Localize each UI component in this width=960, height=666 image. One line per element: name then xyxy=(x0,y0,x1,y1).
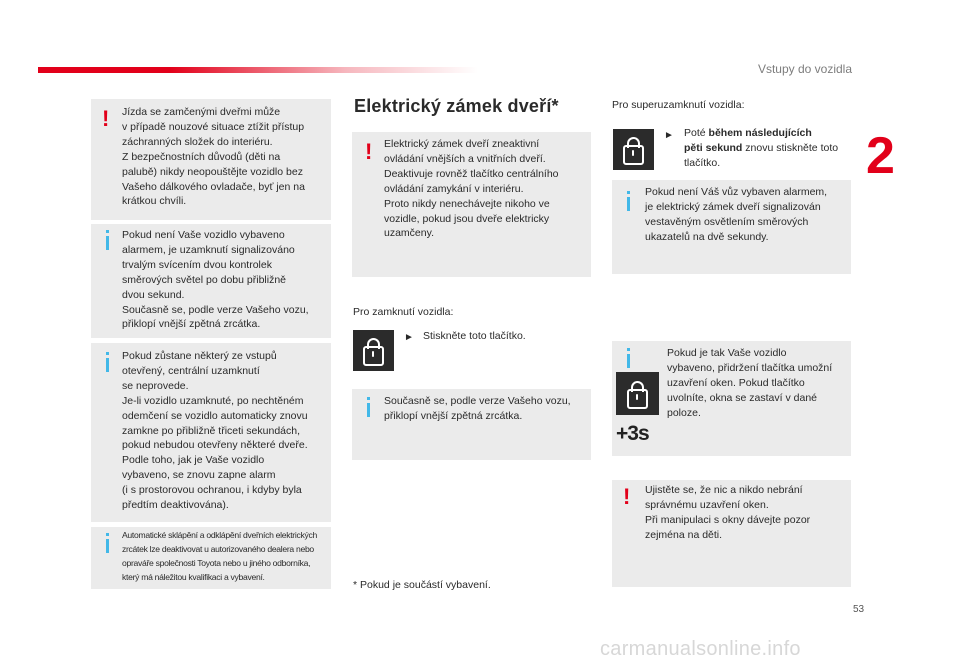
info-icon xyxy=(367,403,370,417)
lock-heading: Pro zamknutí vozidla: xyxy=(353,306,454,318)
middle-warning-text: Elektrický zámek dveří zneaktivní ovládání vnějších a vnitřních dveří. Deaktivuje rovněž tlačítko centrálního ovládání zamykání v interiéru. Proto nikdy nenechávejte nikoho ve vozidle, pokud jsou dveře elektricky uzamčeny. xyxy=(384,138,559,240)
lock-button-image xyxy=(353,330,394,371)
right-warning-box xyxy=(612,480,851,587)
warning-icon: ! xyxy=(623,484,631,509)
hold-three-seconds-label: +3s xyxy=(616,422,649,445)
left-info-box-1 xyxy=(91,224,331,338)
info-icon xyxy=(106,539,109,553)
middle-info-text: Současně se, podle verze Vašeho vozu, přiklopí vnější zpětná zrcátka. xyxy=(384,395,571,422)
left-warning-text: Jízda se zamčenými dveřmi může v případě nouzové situace ztížit přístup záchranných složek do interiéru. Z bezpečnostních důvodů (děti na palubě) nikdy neopouštějte vozidlo bez Vašeho dálkového ovladače, byť jen na krátkou chvíli. xyxy=(122,106,305,208)
footnote: * Pokud je součástí vybavení. xyxy=(353,579,491,591)
middle-info-box xyxy=(352,389,591,460)
lock-icon xyxy=(616,372,659,415)
middle-warning-box xyxy=(352,132,591,277)
right-warning-text: Ujistěte se, že nic a nikdo nebrání správnému uzavření oken. Při manipulaci s okny dávejte pozor zejména na děti. xyxy=(645,484,811,541)
section-header-title: Vstupy do vozidla xyxy=(757,62,852,76)
warning-icon: ! xyxy=(365,139,373,164)
info-icon xyxy=(627,354,630,368)
warning-icon: ! xyxy=(102,106,110,131)
superlock-step-text xyxy=(684,126,854,171)
left-info-box-2 xyxy=(91,343,331,522)
info-icon xyxy=(627,197,630,211)
right-info-box-1 xyxy=(612,180,851,274)
arrow-bullet-icon: ► xyxy=(404,332,414,343)
superlock-step-prefix: Poté xyxy=(684,127,709,139)
section-title: Elektrický zámek dveří* xyxy=(354,96,559,116)
left-info-box-3 xyxy=(91,527,331,589)
chapter-number: 2 xyxy=(866,127,895,185)
info-icon xyxy=(106,358,109,372)
superlock-button-image xyxy=(613,129,654,170)
superlock-step-suffix: znovu stiskněte toto tlačítko. xyxy=(684,141,839,169)
lock-icon xyxy=(613,129,654,170)
info-icon xyxy=(106,236,109,250)
arrow-bullet-icon: ► xyxy=(664,130,674,141)
left-info-text-1: Pokud není Vaše vozidlo vybaveno alarmem, je uzamknutí signalizováno trvalým svícením dvou kontrolek směrových světel po dobu přibližně dvou sekund. Současně se, podle verze Vašeho vozu, přiklopí vnější zpětná zrcátka. xyxy=(122,229,309,331)
left-info-text-2: Pokud zůstane některý ze vstupů otevřený, centrální uzamknutí se neprovede. Je-li vozidlo uzamknuté, po nechtěném odemčení se vozidlo automaticky znovu zamkne po přibližně třiceti sekundách, pokud nebudou otevřeny některé dveře. Podle toho, jak je Vaše vozidlo vybaveno, se znovu zapne alarm (i s prostorovou ochranou, i kdyby byla předtím deaktivována). xyxy=(122,350,308,512)
superlock-step-bold: během následujících pěti sekund xyxy=(684,127,812,154)
right-info-text-1: Pokud není Váš vůz vybaven alarmem, je elektrický zámek dveří signalizován vestavěným osvětlením směrových ukazatelů na dvě sekundy. xyxy=(645,186,828,243)
right-info-text-2: Pokud je tak Vaše vozidlo vybaveno, přidržení tlačítka umožní uzavření oken. Pokud tlačítko uvolníte, okna se zastaví v dané poloze. xyxy=(667,347,833,419)
header-red-bar xyxy=(38,67,478,73)
watermark: carmanualsonline.info xyxy=(600,638,801,660)
lock-icon xyxy=(353,330,394,371)
left-warning-box xyxy=(91,99,331,220)
page-number: 53 xyxy=(853,604,865,615)
lock-step-text: Stiskněte toto tlačítko. xyxy=(423,330,526,342)
window-lock-button-image xyxy=(616,372,659,415)
left-info-text-3: Automatické sklápění a odklápění dveřních elektrických zrcátek lze deaktivovat u autorizovaného dealera nebo opraváře společnosti Toyota nebo u jiného odborníka, který má náležitou kvalifikaci a vybavení. xyxy=(122,530,317,582)
superlock-heading: Pro superuzamknutí vozidla: xyxy=(612,99,745,111)
